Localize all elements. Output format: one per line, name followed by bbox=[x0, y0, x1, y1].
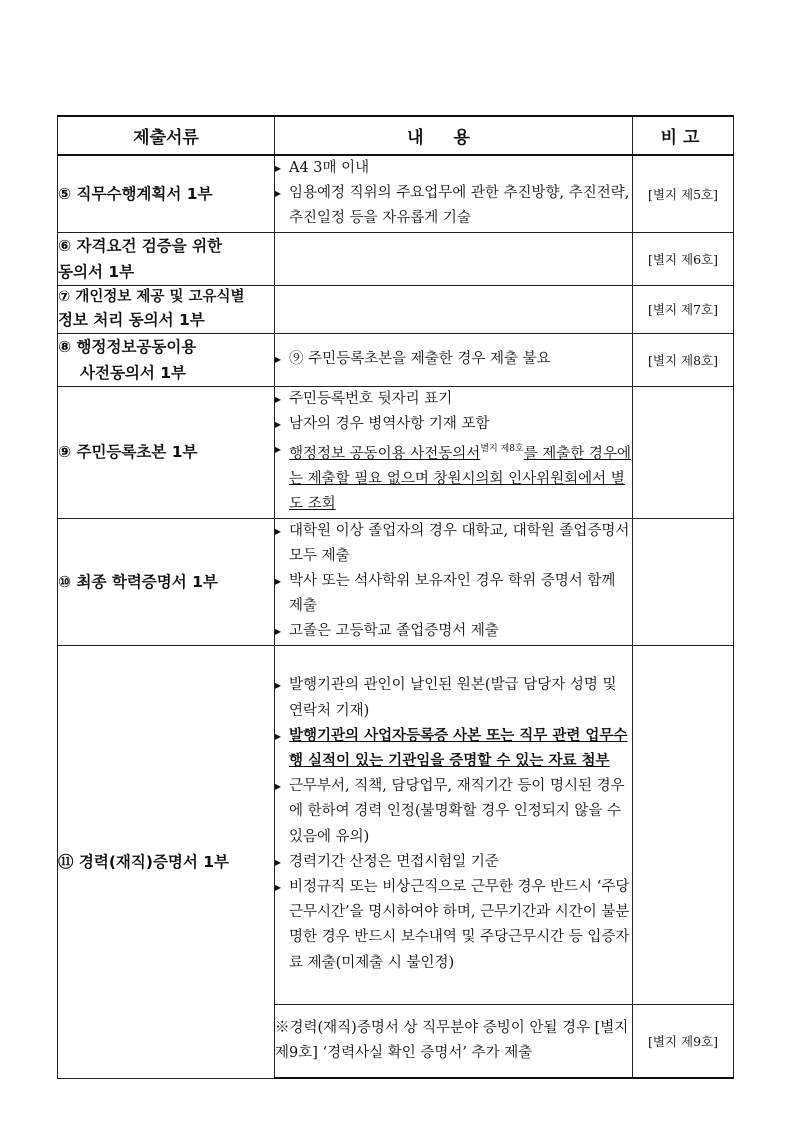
header-note: 비고 bbox=[633, 116, 734, 155]
doc-content bbox=[275, 333, 633, 386]
table-row bbox=[58, 333, 734, 386]
list-item: ▸ 대학원 이상 졸업자의 경우 대학교, 대학원 졸업증명서 모두 제출 bbox=[275, 519, 632, 569]
doc-note bbox=[633, 386, 734, 518]
doc-note: [별지 제7호] bbox=[633, 285, 734, 333]
doc-note bbox=[633, 518, 734, 645]
consent-form-text: 행정정보 공동이용 사전동의서 bbox=[289, 446, 481, 463]
doc-name: ⑩ 최종 학력증명서 1부 bbox=[58, 518, 275, 645]
doc-content bbox=[275, 155, 633, 232]
doc-content bbox=[275, 518, 633, 645]
list-item: ▸ 박사 또는 석사학위 보유자인 경우 학위 증명서 함께 제출 bbox=[275, 569, 632, 619]
doc-name-line: ⑧ 행정정보공동이용 bbox=[58, 337, 197, 356]
header-doc: 제출서류 bbox=[58, 116, 275, 155]
doc-note: [별지 제8호] bbox=[633, 333, 734, 386]
list-item: ▸ 근무부서, 직책, 담당업무, 재직기간 등이 명시된 경우에 한하여 경력 인정(불명확할 경우 인정되지 않을 수 있음에 유의) bbox=[275, 774, 632, 850]
doc-name-line: ⑥ 자격요건 검증을 위한 bbox=[58, 236, 223, 255]
doc-content bbox=[275, 645, 633, 1004]
doc-name-line: ⑦ 개인정보 제공 및 고유식별 bbox=[58, 289, 245, 306]
doc-note: [별지 제6호] bbox=[633, 232, 734, 285]
doc-content bbox=[275, 386, 633, 518]
doc-name: ⑨ 주민등록초본 1부 bbox=[58, 386, 275, 518]
list-item: ▸ ⑨ 주민등록초본을 제출한 경우 제출 불요 bbox=[275, 347, 632, 372]
list-item: ▸ 경력기간 산정은 면접시험일 기준 bbox=[275, 850, 632, 875]
doc-content bbox=[275, 285, 633, 333]
list-item: ▸ 비정규직 또는 비상근직으로 근무한 경우 반드시 ‘주당 근무시간’을 명시하여야 하며, 근무기간과 시간이 불분명한 경우 반드시 보수내역 및 주당근무시간 등 입증자료 제출(미제출 시 불인정) bbox=[275, 875, 632, 976]
doc-name: ⑪ 경력(재직)증명서 1부 bbox=[58, 645, 275, 1078]
header-content: 내용 bbox=[275, 116, 633, 155]
submission-documents-table bbox=[57, 115, 734, 1079]
table-row bbox=[58, 518, 734, 645]
table-row bbox=[58, 155, 734, 232]
list-item-emphasis: ▸ 발행기관의 사업자등록증 사본 또는 직무 관련 업무수행 실적이 있는 기관임을 증명할 수 있는 자료 첨부 bbox=[275, 724, 632, 774]
doc-name-line: 사전동의서 1부 bbox=[80, 363, 187, 382]
table-row bbox=[58, 386, 734, 518]
list-item: ▸ 임용예정 직위의 주요업무에 관한 추진방향, 추진전략, 추진일정 등을 자유롭게 기술 bbox=[275, 181, 632, 231]
list-item: ▸ 발행기관의 관인이 날인된 원본(발급 담당자 성명 및 연락처 기재) bbox=[275, 673, 632, 723]
form-ref-superscript: 별지 제8호 bbox=[480, 444, 524, 455]
doc-name bbox=[58, 232, 275, 285]
doc-content bbox=[275, 232, 633, 285]
list-item: ▸ 남자의 경우 병역사항 기재 포함 bbox=[275, 412, 632, 437]
doc-name: ⑤ 직무수행계획서 1부 bbox=[58, 155, 275, 232]
doc-name bbox=[58, 285, 275, 333]
doc-name-line: 동의서 1부 bbox=[58, 262, 135, 281]
list-item: ▸ 주민등록번호 뒷자리 표기 bbox=[275, 387, 632, 412]
list-item: ▸ A4 3매 이내 bbox=[275, 156, 632, 181]
doc-note bbox=[633, 645, 734, 1004]
consent-form-text-cont: 를 제출한 경우에는 제출할 필요 없으며 창원시의회 인사위원회에서 별도 조회 bbox=[289, 446, 631, 513]
list-item: ▸ 고졸은 고등학교 졸업증명서 제출 bbox=[275, 619, 632, 644]
doc-note: [별지 제9호] bbox=[633, 1004, 734, 1078]
doc-name-line: 정보 처리 동의서 1부 bbox=[58, 311, 205, 330]
doc-footnote: ※경력(재직)증명서 상 직무분야 증빙이 안될 경우 [별지 제9호] ‘경력사실 확인 증명서’ 추가 제출 bbox=[275, 1004, 633, 1078]
doc-note: [별지 제5호] bbox=[633, 155, 734, 232]
table-row bbox=[58, 232, 734, 285]
doc-name bbox=[58, 333, 275, 386]
table-header-row bbox=[58, 116, 734, 155]
table-row bbox=[58, 285, 734, 333]
table-row bbox=[58, 645, 734, 1004]
list-item bbox=[275, 437, 632, 518]
